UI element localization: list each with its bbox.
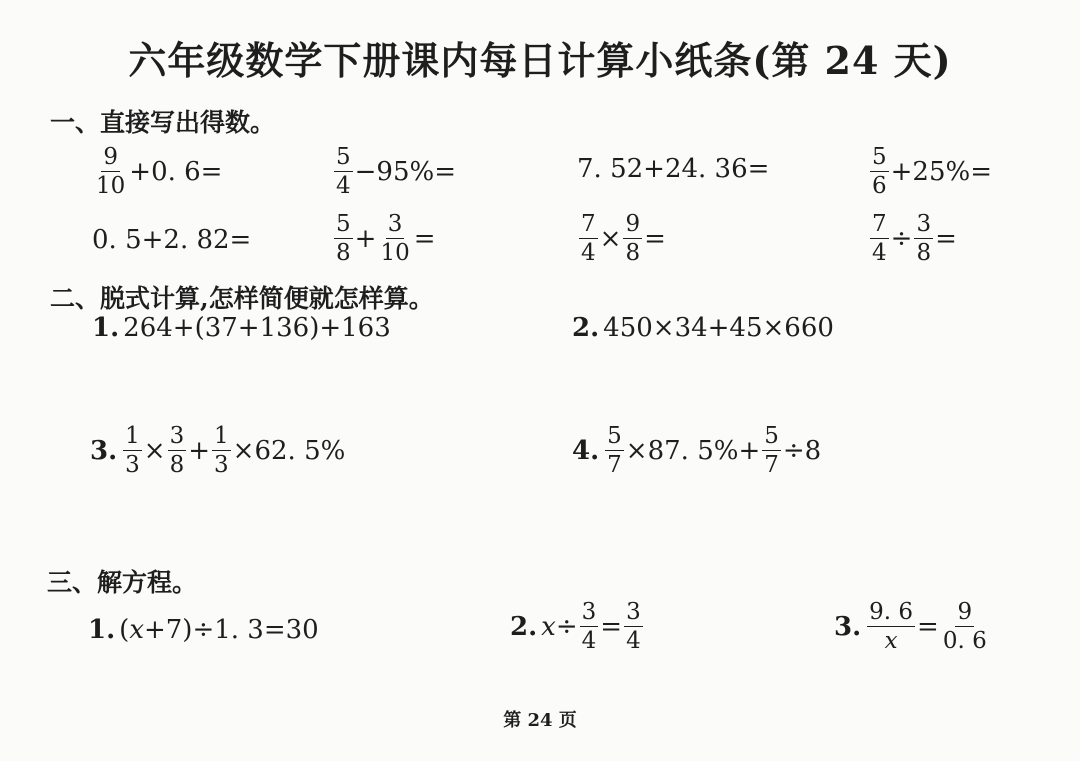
numerator: 9. 6 <box>869 599 914 625</box>
problem-number: 3. <box>90 435 118 466</box>
fraction <box>168 424 187 477</box>
problem-2-1 <box>92 312 391 344</box>
denominator: 8 <box>336 240 351 266</box>
expression-text: −95%= <box>354 156 456 187</box>
fraction <box>941 600 989 653</box>
denominator: 3 <box>125 452 140 478</box>
variable: x <box>541 611 556 642</box>
problem-number: 3. <box>834 611 862 642</box>
numerator: 5 <box>336 211 351 237</box>
expression-text: 450×34+45×660 <box>603 313 834 343</box>
denominator: 4 <box>581 240 596 266</box>
equals-sign: = <box>917 611 939 642</box>
operator: × <box>599 223 622 254</box>
page-number: 第 24 页 <box>503 710 577 731</box>
problem-number: 2. <box>510 611 538 642</box>
denominator: 4 <box>626 628 641 654</box>
fraction <box>870 145 889 198</box>
denominator: 7 <box>607 452 622 478</box>
fraction <box>762 424 781 477</box>
denominator: 0. 6 <box>942 628 987 654</box>
denominator: 10 <box>96 173 126 199</box>
expression-text: ( <box>119 615 130 645</box>
fraction <box>94 145 127 198</box>
problem-1-2 <box>332 145 456 198</box>
fraction <box>579 212 598 265</box>
expression-text: +25%= <box>890 156 992 187</box>
numerator: 3 <box>626 599 641 625</box>
equation-3 <box>834 600 991 653</box>
fraction <box>378 212 411 265</box>
equals-sign: = <box>600 611 623 642</box>
denominator: 6 <box>872 173 887 199</box>
expression-text: 7. 52+24. 36= <box>577 154 770 184</box>
numerator: 3 <box>169 423 185 449</box>
problem-2-4 <box>572 424 821 477</box>
numerator: 7 <box>872 211 887 237</box>
fraction <box>870 212 889 265</box>
fraction <box>605 424 624 477</box>
denominator: 8 <box>625 240 641 266</box>
numerator: 9 <box>957 599 973 625</box>
problem-2-2 <box>572 312 834 344</box>
numerator: 9 <box>103 144 118 170</box>
fraction <box>334 212 353 265</box>
numerator: 5 <box>764 423 779 449</box>
fraction <box>624 600 643 653</box>
problem-number: 4. <box>572 435 600 466</box>
section-1-heading: 一、直接写出得数。 <box>50 108 276 137</box>
problem-number: 1. <box>92 313 120 343</box>
denominator: 8 <box>169 452 185 478</box>
operator: ÷ <box>890 223 913 254</box>
expression-text: ÷8 <box>782 435 822 466</box>
numerator: 1 <box>214 423 229 449</box>
numerator: 9 <box>625 211 641 237</box>
denominator: 10 <box>380 240 410 266</box>
expression-text: 264+(37+136)+163 <box>123 313 391 343</box>
problem-2-3 <box>90 424 345 477</box>
fraction <box>867 600 915 653</box>
denominator: x <box>884 628 898 654</box>
problem-1-6 <box>332 212 436 265</box>
expression-text: 0. 5+2. 82= <box>92 225 252 255</box>
equals-sign: = <box>644 223 666 254</box>
numerator: 3 <box>387 211 403 237</box>
denominator: 4 <box>581 628 597 654</box>
problem-number: 2. <box>572 313 600 343</box>
expression-text: +7)÷1. 3=30 <box>143 615 319 645</box>
expression-text: ×62. 5% <box>232 435 346 466</box>
denominator: 3 <box>214 452 229 478</box>
numerator: 3 <box>916 211 932 237</box>
numerator: 5 <box>336 144 351 170</box>
fraction <box>334 145 353 198</box>
problem-1-5 <box>92 224 251 256</box>
problem-1-7 <box>577 212 666 265</box>
denominator: 4 <box>336 173 351 199</box>
numerator: 7 <box>581 211 596 237</box>
numerator: 5 <box>607 423 622 449</box>
equation-2 <box>510 600 645 653</box>
denominator: 7 <box>764 452 779 478</box>
problem-1-1 <box>92 145 222 198</box>
fraction <box>580 600 599 653</box>
numerator: 5 <box>872 144 887 170</box>
problem-number: 1. <box>88 615 116 645</box>
page-title: 六年级数学下册课内每日计算小纸条(第 24 天) <box>128 38 952 83</box>
equals-sign: = <box>413 223 436 254</box>
problem-1-8 <box>868 212 957 265</box>
variable: x <box>129 615 144 645</box>
numerator: 3 <box>581 599 597 625</box>
fraction <box>123 424 142 477</box>
fraction <box>914 212 933 265</box>
numerator: 1 <box>125 423 140 449</box>
denominator: 8 <box>916 240 932 266</box>
section-2-heading: 二、脱式计算,怎样简便就怎样算。 <box>50 284 434 313</box>
problem-1-4 <box>868 145 992 198</box>
operator: + <box>188 435 211 466</box>
problem-1-3 <box>577 153 769 185</box>
operator: + <box>354 223 377 254</box>
operator: ÷ <box>555 611 578 642</box>
operator: × <box>143 435 166 466</box>
section-3-heading: 三、解方程。 <box>47 568 198 597</box>
fraction <box>623 212 642 265</box>
denominator: 4 <box>872 240 887 266</box>
equals-sign: = <box>935 223 957 254</box>
expression-text: ×87. 5%+ <box>625 435 761 466</box>
expression-text: +0. 6= <box>129 156 223 187</box>
fraction <box>212 424 231 477</box>
equation-1 <box>88 614 319 646</box>
